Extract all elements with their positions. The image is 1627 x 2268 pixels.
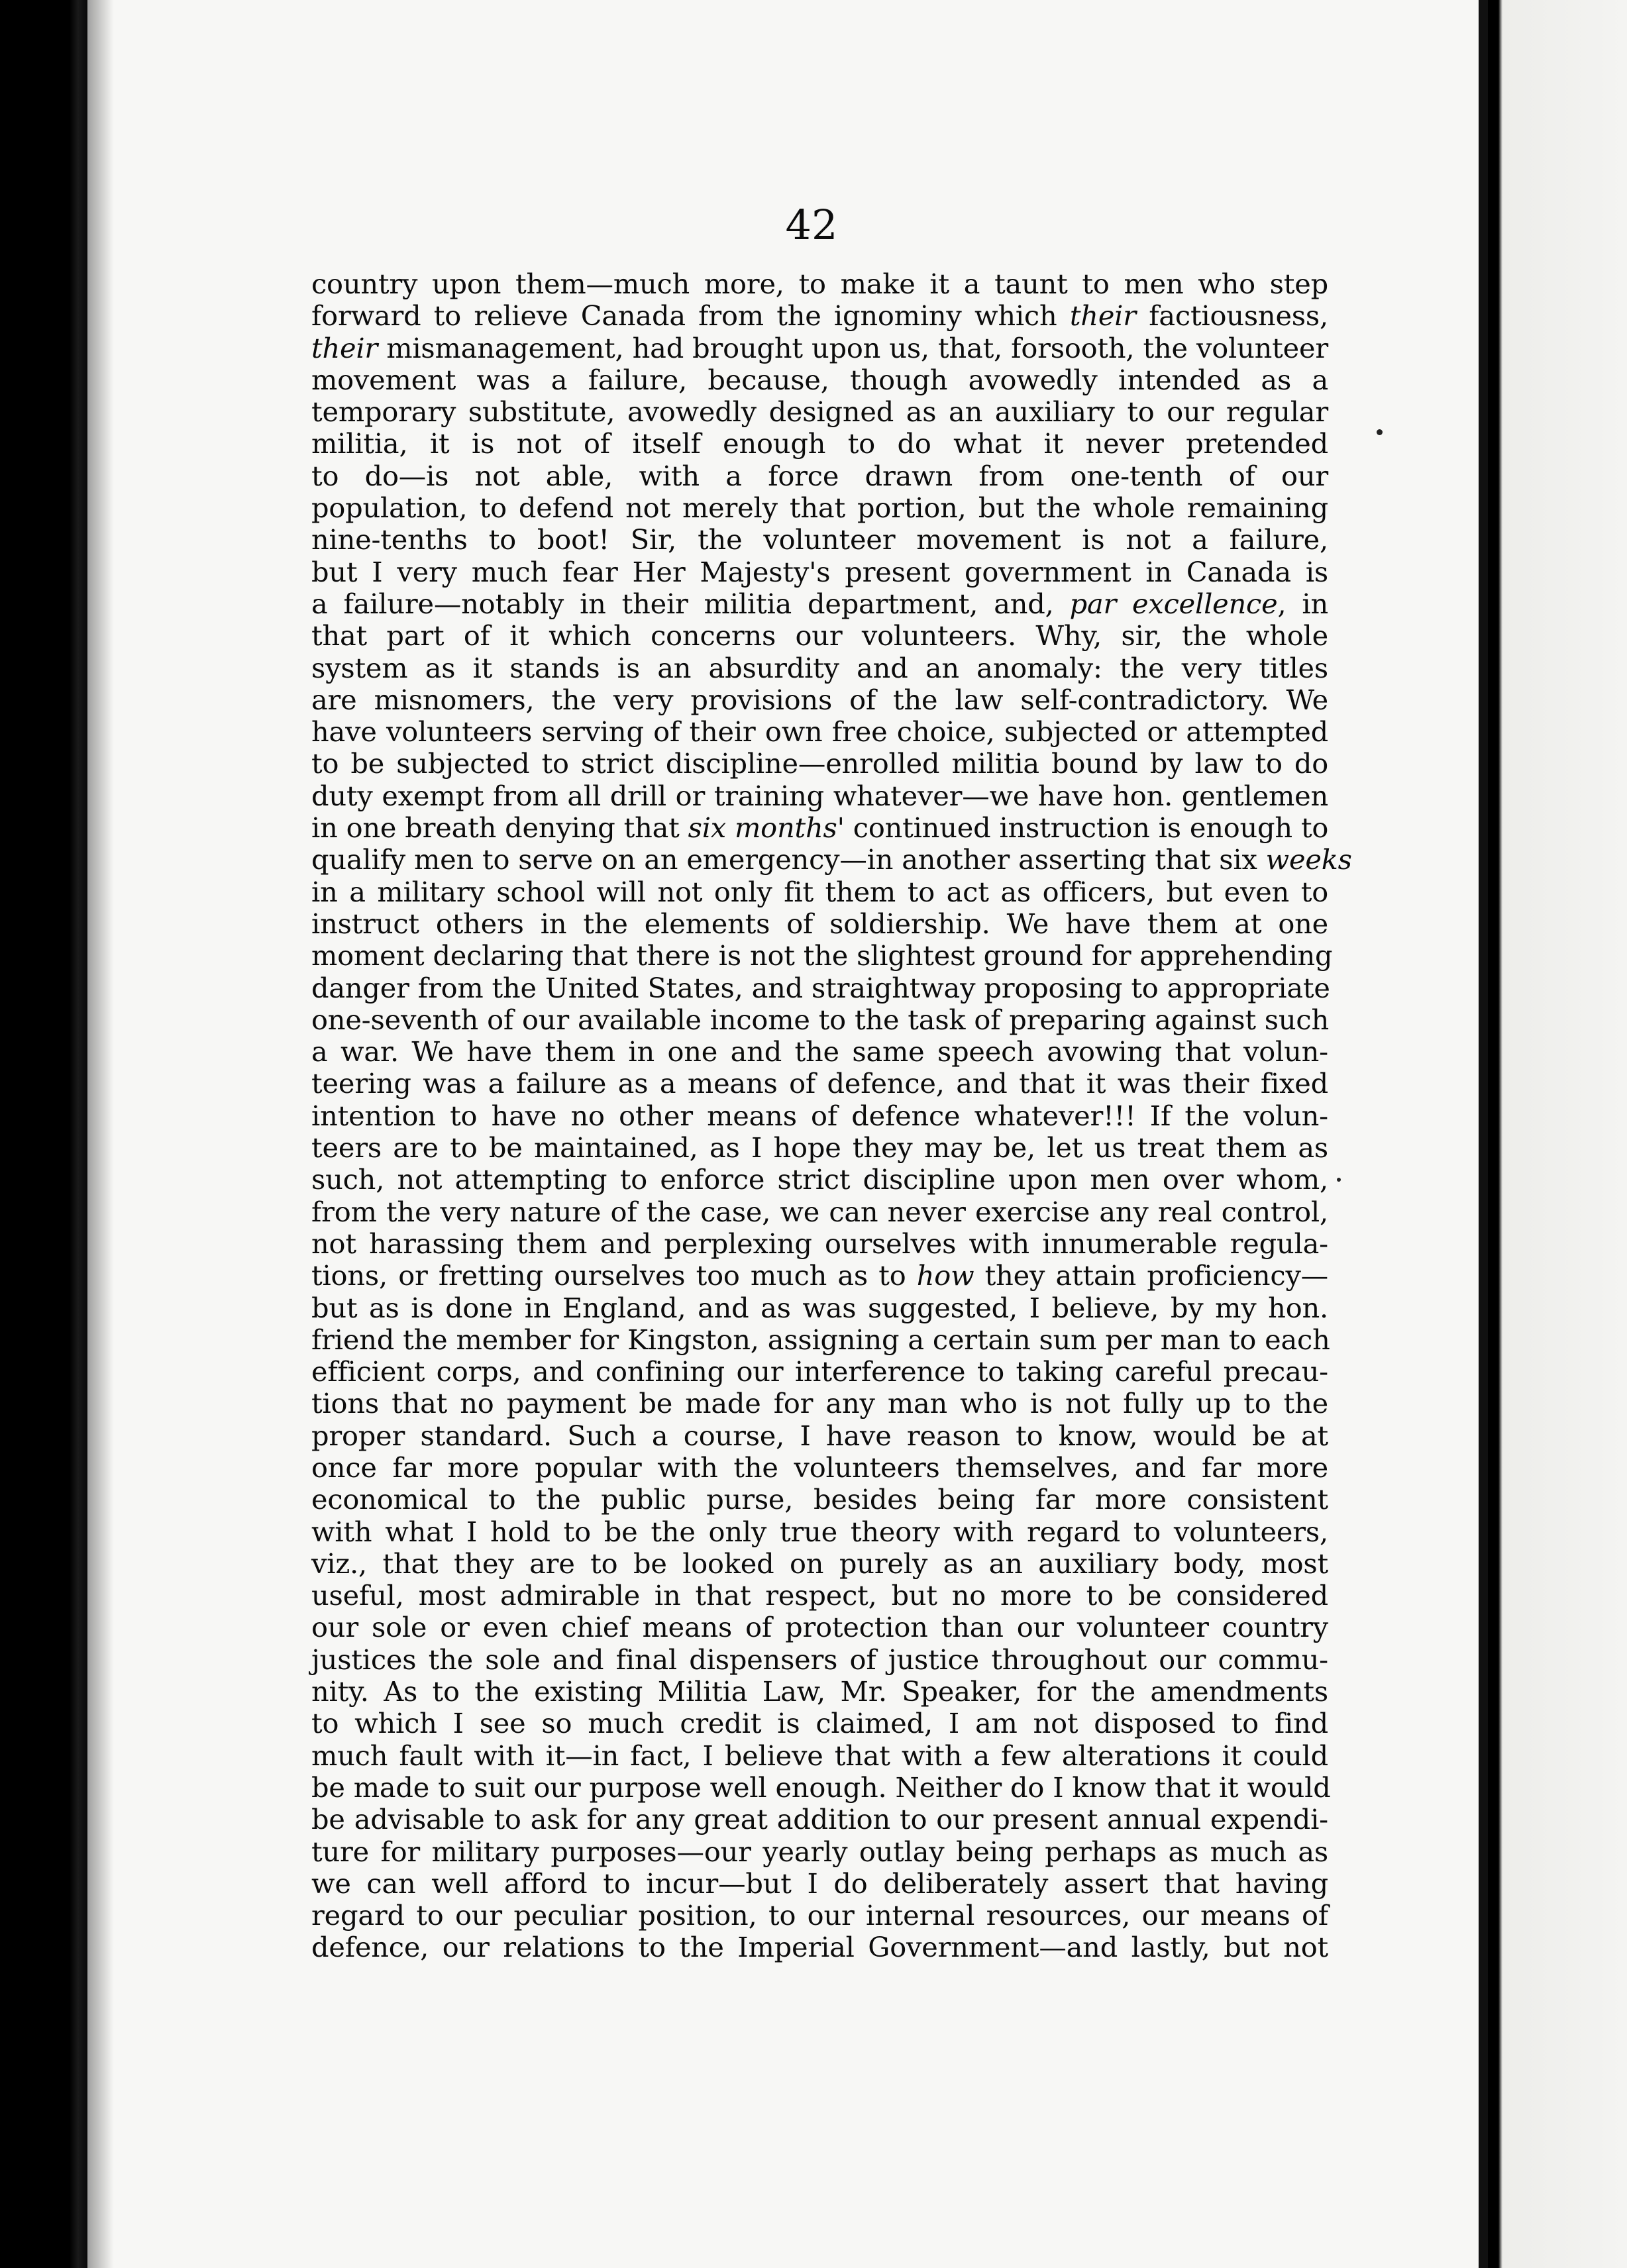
text-line: [311, 1228, 1328, 1260]
text-run: regard to our peculiar position, to our internal resources, our means of: [311, 1899, 1328, 1932]
text-run: a war. We have them in one and the same speech avowing that volun-: [311, 1035, 1328, 1068]
text-line: [311, 1676, 1328, 1708]
italic-text-run: their: [1069, 299, 1136, 333]
text-line: [311, 1196, 1328, 1228]
text-run: friend the member for Kingston, assigning a certain sum per man to each: [311, 1323, 1330, 1356]
text-line: [311, 1612, 1328, 1643]
text-run: instruct others in the elements of soldiership. We have them at one: [311, 907, 1328, 940]
text-line: [311, 1164, 1328, 1196]
body-text: [311, 268, 1352, 1964]
text-line: [311, 908, 1328, 940]
text-run: justices the sole and final dispensers of justice throughout our commu-: [311, 1643, 1328, 1676]
text-line: [311, 780, 1328, 812]
text-line: [311, 620, 1328, 652]
text-line: [311, 812, 1328, 844]
text-line: [311, 1356, 1328, 1388]
text-run: qualify men to serve on an emergency—in another asserting that six: [311, 843, 1266, 876]
text-line: [311, 1868, 1328, 1900]
text-run: ' continued instruction is enough to: [837, 811, 1329, 845]
text-line: [311, 492, 1328, 524]
text-line: [311, 1804, 1328, 1835]
text-line: [311, 716, 1328, 748]
text-line: [311, 364, 1328, 396]
text-line: [311, 1388, 1328, 1419]
text-run: nity. As to the existing Militia Law, Mr. Speaker, for the amendments: [311, 1675, 1328, 1708]
text-run: but as is done in England, and as was suggested, I believe, by my hon.: [311, 1291, 1328, 1324]
text-run: are misnomers, the very provisions of the law self-contradictory. We: [311, 683, 1328, 716]
italic-text-run: how: [916, 1259, 974, 1292]
text-run: factiousness,: [1135, 299, 1328, 333]
text-run: but I very much fear Her Majesty's present government in Canada is: [311, 555, 1328, 588]
text-run: viz., that they are to be looked on purely as an auxiliary body, most: [311, 1547, 1328, 1580]
text-line: [311, 588, 1328, 620]
text-run: movement was a failure, because, though avowedly intended as a: [311, 363, 1328, 396]
text-run: efficient corps, and confining our interference to taking careful precau-: [311, 1355, 1328, 1388]
text-run: that part of it which concerns our volunteers. Why, sir, the whole: [311, 619, 1328, 652]
facing-page-edge: [1488, 0, 1627, 2268]
text-run: defence, our relations to the Imperial Government—and lastly, but not: [311, 1931, 1328, 1964]
text-run: be advisable to ask for any great addition to our present annual expendi-: [311, 1803, 1328, 1836]
text-run: teers are to be maintained, as I hope they may be, let us treat them as: [311, 1131, 1328, 1164]
text-run: danger from the United States, and straightway proposing to appropriate: [311, 971, 1330, 1004]
text-line: [311, 1036, 1328, 1068]
text-run: useful, most admirable in that respect, but no more to be considered: [311, 1579, 1328, 1612]
italic-text-run: six months: [688, 811, 837, 845]
text-line: [311, 1100, 1328, 1132]
text-line: [311, 1900, 1328, 1932]
text-run: we can well afford to incur—but I do deliberately assert that having: [311, 1867, 1328, 1900]
text-run: teering was a failure as a means of defence, and that it was their fixed: [311, 1067, 1328, 1100]
text-run: tions, or fretting ourselves too much as to: [311, 1259, 917, 1292]
scan-left-border: [0, 0, 93, 2268]
text-line: [311, 939, 1333, 972]
text-line: [311, 684, 1328, 716]
italic-text-run: weeks: [1265, 843, 1352, 876]
text-line: [311, 1771, 1331, 1804]
text-line: [311, 972, 1328, 1004]
text-run: such, not attempting to enforce strict discipline upon men over whom,: [311, 1163, 1328, 1196]
text-run: mismanagement, had brought upon us, that, forsooth, the volunteer: [378, 331, 1328, 364]
text-line: [311, 1068, 1328, 1100]
text-line: [311, 300, 1328, 332]
text-line: [311, 333, 1328, 364]
book-gutter: [1479, 0, 1488, 2268]
text-run: with what I hold to be the only true theory with regard to volunteers,: [311, 1515, 1328, 1548]
text-line: [311, 1260, 1328, 1292]
italic-text-run: par excellence: [1069, 587, 1278, 620]
text-run: population, to defend not merely that portion, but the whole remaining: [311, 491, 1328, 525]
text-run: they attain proficiency—: [974, 1259, 1328, 1292]
text-line: [311, 876, 1328, 908]
text-line: [311, 748, 1328, 780]
page-edge-shadow: [87, 0, 114, 2268]
text-run: nine-tenths to boot! Sir, the volunteer movement is not a failure,: [311, 523, 1328, 556]
text-run: militia, it is not of itself enough to do what it never pretended: [311, 427, 1328, 460]
text-line: [311, 1324, 1328, 1356]
text-line: [311, 1420, 1328, 1452]
text-run: proper standard. Such a course, I have reason to know, would be at: [311, 1419, 1328, 1452]
text-run: to do—is not able, with a force drawn from one-tenth of our: [311, 459, 1328, 492]
text-line: [311, 268, 1328, 300]
text-run: economical to the public purse, besides being far more consistent: [311, 1483, 1328, 1516]
text-run: once far more popular with the volunteers themselves, and far more: [311, 1451, 1328, 1484]
text-run: our sole or even chief means of protection than our volunteer country: [311, 1611, 1328, 1644]
ink-speck: [1337, 1178, 1341, 1182]
text-line: [311, 1484, 1328, 1516]
text-line: [311, 1132, 1328, 1164]
text-line: [311, 1452, 1328, 1484]
text-run: a failure—notably in their militia department, and,: [311, 587, 1070, 620]
text-run: be made to suit our purpose well enough. Neither do I know that it would: [311, 1771, 1331, 1804]
text-run: , in: [1277, 587, 1328, 620]
text-run: one-seventh of our available income to the task of preparing against such: [311, 1003, 1329, 1036]
text-line: [311, 652, 1328, 684]
text-line: [311, 1292, 1328, 1324]
text-line: [311, 428, 1328, 460]
text-line: [311, 460, 1328, 492]
text-line: [311, 1836, 1328, 1868]
text-line: [311, 1932, 1328, 1963]
text-line: [311, 556, 1328, 588]
ink-speck: [1377, 429, 1383, 435]
text-run: ture for military purposes—our yearly outlay being perhaps as much as: [311, 1835, 1328, 1868]
text-line: [311, 396, 1328, 428]
text-run: to be subjected to strict discipline—enrolled militia bound by law to do: [311, 747, 1328, 780]
text-run: much fault with it—in fact, I believe that with a few alterations it could: [311, 1739, 1328, 1772]
text-run: from the very nature of the case, we can never exercise any real control,: [311, 1195, 1328, 1228]
page-number: 42: [785, 201, 838, 249]
text-line: [311, 1516, 1328, 1548]
text-line: [311, 1708, 1328, 1739]
text-run: have volunteers serving of their own free choice, subjected or attempted: [311, 715, 1328, 748]
text-run: not harassing them and perplexing ourselves with innumerable regula-: [311, 1227, 1328, 1260]
text-run: moment declaring that there is not the slightest ground for apprehending: [311, 939, 1333, 972]
text-line: [311, 1548, 1328, 1580]
text-run: in one breath denying that: [311, 811, 688, 845]
text-line: [311, 1004, 1328, 1036]
text-line: [311, 843, 1352, 876]
text-run: system as it stands is an absurdity and an anomaly: the very titles: [311, 651, 1328, 684]
text-run: duty exempt from all drill or training whatever—we have hon. gentlemen: [311, 779, 1328, 812]
text-line: [311, 1740, 1328, 1772]
text-line: [311, 1580, 1328, 1612]
text-run: forward to relieve Canada from the ignominy which: [311, 299, 1070, 333]
text-run: tions that no payment be made for any man who is not fully up to the: [311, 1387, 1328, 1420]
text-run: in a military school will not only fit them to act as officers, but even to: [311, 875, 1328, 908]
text-run: country upon them—much more, to make it a taunt to men who step: [311, 268, 1328, 300]
italic-text-run: their: [311, 331, 378, 364]
text-run: intention to have no other means of defence whatever!!! If the volun-: [311, 1099, 1328, 1132]
text-line: [311, 1644, 1328, 1676]
text-run: temporary substitute, avowedly designed as an auxiliary to our regular: [311, 395, 1328, 429]
text-run: to which I see so much credit is claimed, I am not disposed to find: [311, 1707, 1328, 1740]
text-line: [311, 524, 1328, 556]
